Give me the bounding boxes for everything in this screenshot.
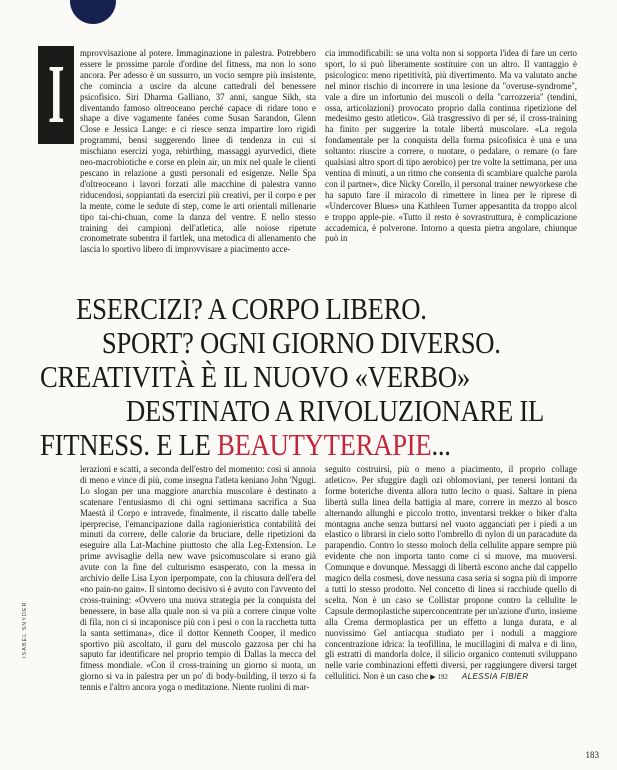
- paragraph: mprovvisazione al potere. Immaginazione in palestra. Potrebbero essere le prossime parole d'ordine del fitness, ma non lo sono ancora. Per adesso è un sussurro, un vocio sempre più insistente, che comincia a uscire da alcune cattedrali del benessere psicofisico. Siri Dharma Galliano, 37 anni, sangue Sikh, sta diventando famoso oltreoceano perché capace di ridare tono e shape a dive vagamente fanées come Susan Sarandon, Glenn Close e Jessica Lange: e ci riesce senza impartire loro rigidi programmi, bensì suggerendo linee di tendenza in cui si mischiano esercizi yoga, rebirthing, massaggi ayurvedici, diete neo-macrobiotiche e corse en plein air, un mix nel quale le clienti pescano in relazione a gusti personali ed esigenze. Nelle Spa d'oltreoceano i lavori forzati alle macchine di palestra vanno riducendosi, soppiantati da esercizi più creativi, per il corpo e per la mente, come le sedute di step, come le arti orientali millenarie tipo tai-chi-chuan, come la danza del ventre. E nello stesso training dei campioni dell'atletica, alle noiose ripetute cronometrate subentra il fartlek, una metodica di allenamento che lascia lo sportivo libero di improvvisare a piacimento acce-: [80, 48, 316, 255]
- paragraph: lerazioni e scatti, a seconda dell'estro del momento: così si annoia di meno e vince di più, come insegna l'atleta keniano John 'Ngugi. Lo slogan per una maggiore anarchia muscolare è destinato a scatenare l'entusiasmo di chi ogni settimana sacrifica a Sua Maestà il Corpo e intravede, finalmente, il riscatto dalle tabelle iperprecise, l'emancipazione dalla ragionieristica contabilità dei minuti da correre, delle calorie da bruciare, delle ripetizioni da eseguire alla Lat-Machine piuttosto che alla Leg-Extension. Le prime avvisaglie della new wave psicomuscolare si erano già avute con la fine del culturismo esasperato, con la messa in archivio delle Lisa Lyon iperpompate, con la chiusura dell'era del «no pain-no gain». Il sintomo decisivo si è avuto con l'avvento del cross-training: «Ovvero una nuova strategia per la conquista del benessere, in base alla quale non si va più a correre cinque volte di fila, non ci si incaponisce più con i pesi o con la racchetta tutta la santa settimana», dice il dottor Kenneth Cooper, il medico sportivo più ascoltato, il guru del muscolo gazzosa per chi ha saputo far identificare nel proprio tempio di Dallas la mecca del fitness mondiale. «Con il cross-training un giorno si nuota, un giorno si va in palestra per un po' di body-building, il terzo si fa tennis e l'altro ancora yoga o meditazione. Niente ruolini di mar-: [80, 464, 316, 693]
- headline-ellipsis: ...: [431, 427, 451, 462]
- column-bottom-left: [80, 464, 316, 747]
- photo-credit: ISABEL SNYDER: [22, 601, 28, 658]
- column-top-right: [325, 48, 577, 298]
- continued-marker: ▶ 192: [430, 673, 448, 682]
- headline-line-1: ESERCIZI? A CORPO LIBERO.: [76, 291, 427, 326]
- page-number: 183: [585, 750, 599, 760]
- headline-line-4: DESTINATO A RIVOLUZIONARE IL: [126, 393, 545, 428]
- author-byline: ALESSIA FIBIER: [461, 672, 529, 682]
- headline-accent-word: BEAUTYTERAPIE: [217, 427, 432, 462]
- paragraph: cia immodificabili: se una volta non si sopporta l'idea di fare un certo sport, lo si può liberamente sostituire con un altro. Il vantaggio è psicologico: meno ripetitività, più divertimento. Ma va valutato anche nel minor rischio di incorrere in una lesione da ''overuse-syndrome'', vale a dire un infortunio dei muscoli o della ''carrozzeria'' (tendini, ossa, articolazioni) provocato proprio dalla continua ripetizione del medesimo gesto atletico». Già trasgressivo di per sé, il cross-training ha finito per suggerire la totale libertà muscolare. «La regola fondamentale per la conquista della forma psicofisica è una e una soltanto: riuscire a correre, o nuotare, o pedalare, o remare (o fare qualsiasi altro sport di tipo aerobico) per tre volte la settimana, per una ventina di minuti, a un ritmo che consenta di scambiare qualche parola con il partner», dice Nicky Corello, il personal trainer newyorkese che ha saputo fare il miracolo di rimettere in linea per le riprese di «Undercover Blues» una Kathleen Turner appesantita da troppo alcol e troppo apple-pie. «Tutto il resto è sovrastruttura, è complicazione accademica, è polverone. Intorno a questa pietra angolare, chiunque può in: [325, 48, 577, 244]
- headline-prefix: FITNESS. E LE: [40, 427, 218, 462]
- headline-line-2: SPORT? OGNI GIORNO DIVERSO.: [101, 325, 501, 360]
- paragraph: [325, 464, 577, 683]
- paragraph-text: seguito costruirsi, più o meno a piacimento, il proprio collage atletico». Per sfuggire dagli ozi oblomoviani, per tenersi lontani da forme boteriche diventa allora tutto lecito o quasi. Saltare in piena libertà sulla linea della battigia al mare, correre in mezzo al bosco alternando allunghi e piccolo trotto, inventarsi trekker o biker d'alta montagna anche senza buttarsi nel vuoto agganciati per i piedi a un elastico o librarsi in cielo sotto l'ombrello di nylon di un paracadute da parapendio. Contro lo stesso moloch della cellulite appare sempre più evidente che non importa tanto come ci si muove, ma muoversi. Comunque e dovunque. Messaggi di libertà escono anche dal cappello magico della cosmesi, dove nessuna casa seria si sogna più di imporre a tutti lo stesso prodotto. Nel concetto di linea si racchiude quello di scelta. Non è un caso se Collistar propone contro la cellulite le Capsule dermoplastiche superconcentrate per un'azione d'urto, insieme alla Crema dermoplastica per un effetto a lunga durata, e al nuovissimo Gel antiacqua studiato per i noduli a maggiore concentrazione idrica: la teofillina, le mucillagini di malva e di lino, gli estratti di mandorla dolce, il silicio organico contenuti sviluppano nelle varie combinazioni effetti diversi, per raggiungere diversi target cellulitici. Non è un caso che: [325, 464, 577, 682]
- column-bottom-right: [325, 464, 577, 747]
- headline-line-3: CREATIVITÀ È IL NUOVO «VERBO»: [40, 359, 470, 394]
- headline: [40, 291, 545, 462]
- column-top-left: [80, 48, 316, 298]
- headline-line-5: [40, 428, 522, 462]
- drop-cap: I: [38, 46, 74, 144]
- navy-dot-decoration: [70, 0, 116, 24]
